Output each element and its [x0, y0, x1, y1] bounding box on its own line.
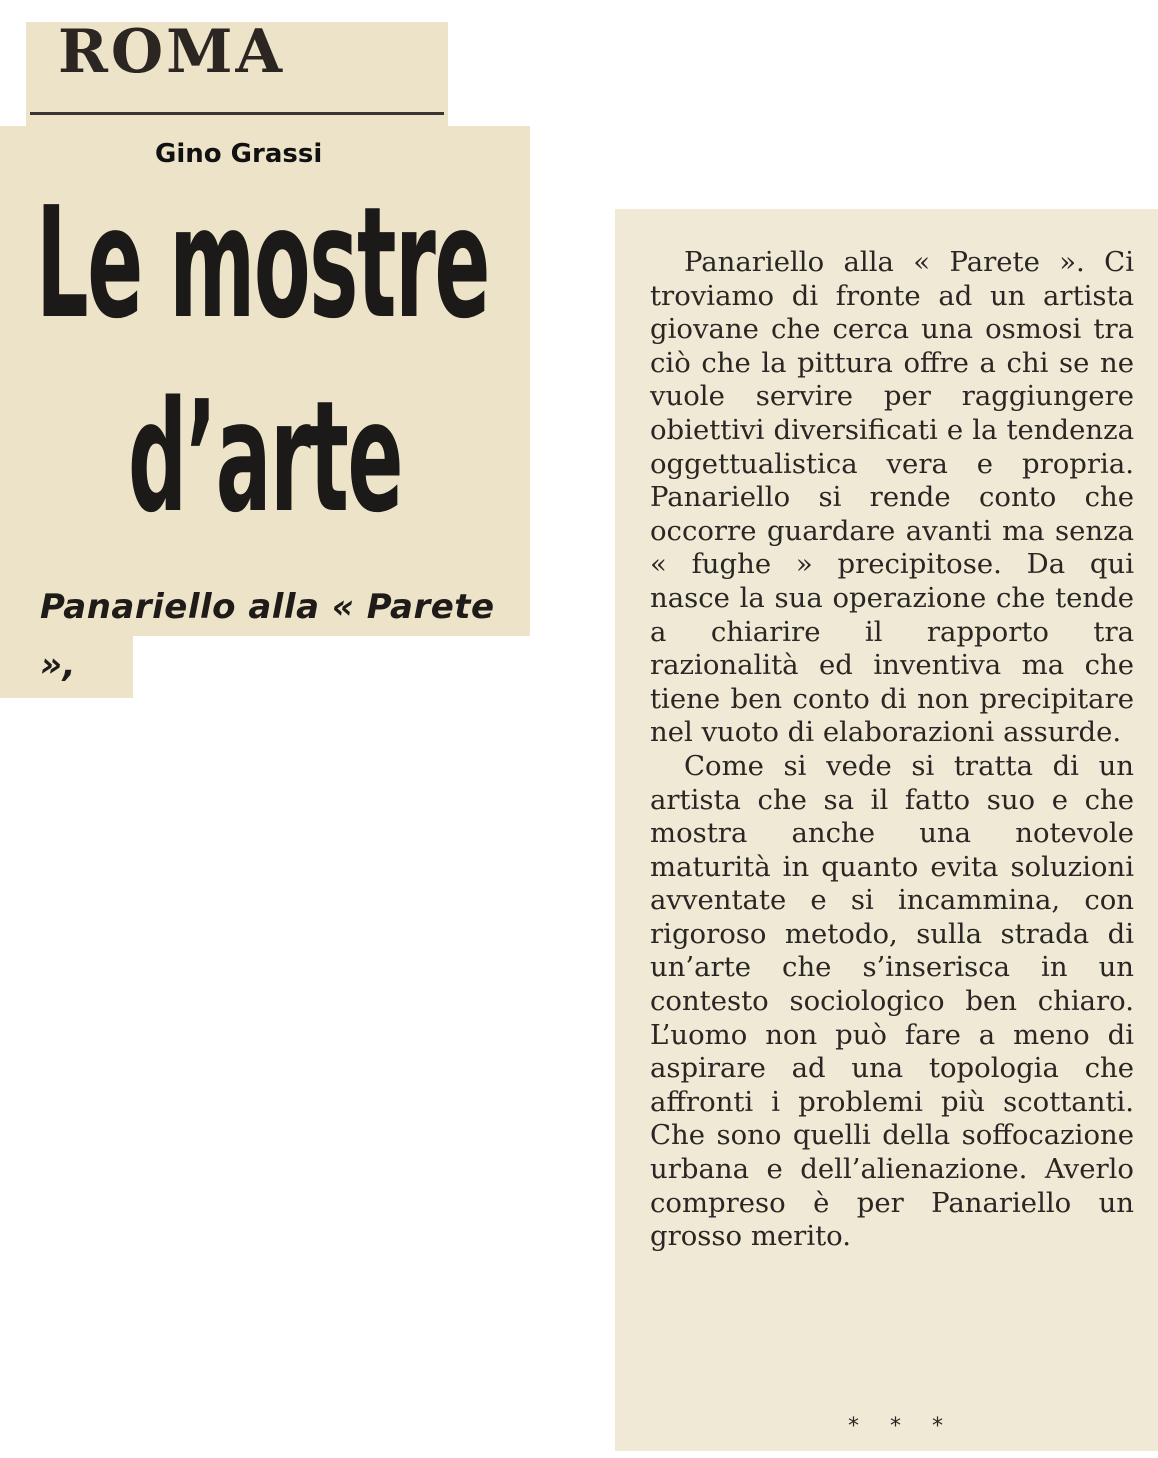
end-asterisms: * * *	[848, 1414, 955, 1439]
headline-line-2: d’arte	[128, 367, 403, 547]
article-paragraph-1: Panariello alla « Parete ». Ci troviamo di fronte ad un artista giovane che cerca una osmosi tra ciò che la pittura offre a chi se ne vuole servire per raggiungere obiettivi diversificati e la tendenza oggettualistica vera e propria. Panariello si rende conto che occorre guardare avanti ma senza « fughe » precipitose. Da qui nasce la sua operazione che tende a chiarire il rapporto tra razionalità ed inventiva ma che tiene ben conto di non precipitare nel vuoto di elaborazioni assurde.	[650, 246, 1134, 749]
deck-subtitle: Panariello alla « Parete »,	[40, 587, 495, 685]
headline-line-1: Le mostre	[36, 173, 490, 353]
article-paragraph-2: Come si vede si tratta di un artista che sa il fatto suo e che mostra anche una notevole maturità in quanto evita soluzioni avventate e si incammina, con rigoroso metodo, sulla strada di un’arte che s’inserisca in un contesto sociologico ben chiaro. L’uomo non può fare a meno di aspirare ad una topologia che affronti i problemi più scottanti. Che sono quelli della soffocazione urbana e dell’alienazione. Averlo compreso è per Panariello un grosso merito.	[650, 749, 1134, 1253]
byline-author: Gino Grassi	[155, 139, 323, 169]
masthead-rule	[30, 112, 444, 115]
masthead-roma: ROMA	[58, 17, 286, 87]
article-body	[650, 246, 1134, 1254]
